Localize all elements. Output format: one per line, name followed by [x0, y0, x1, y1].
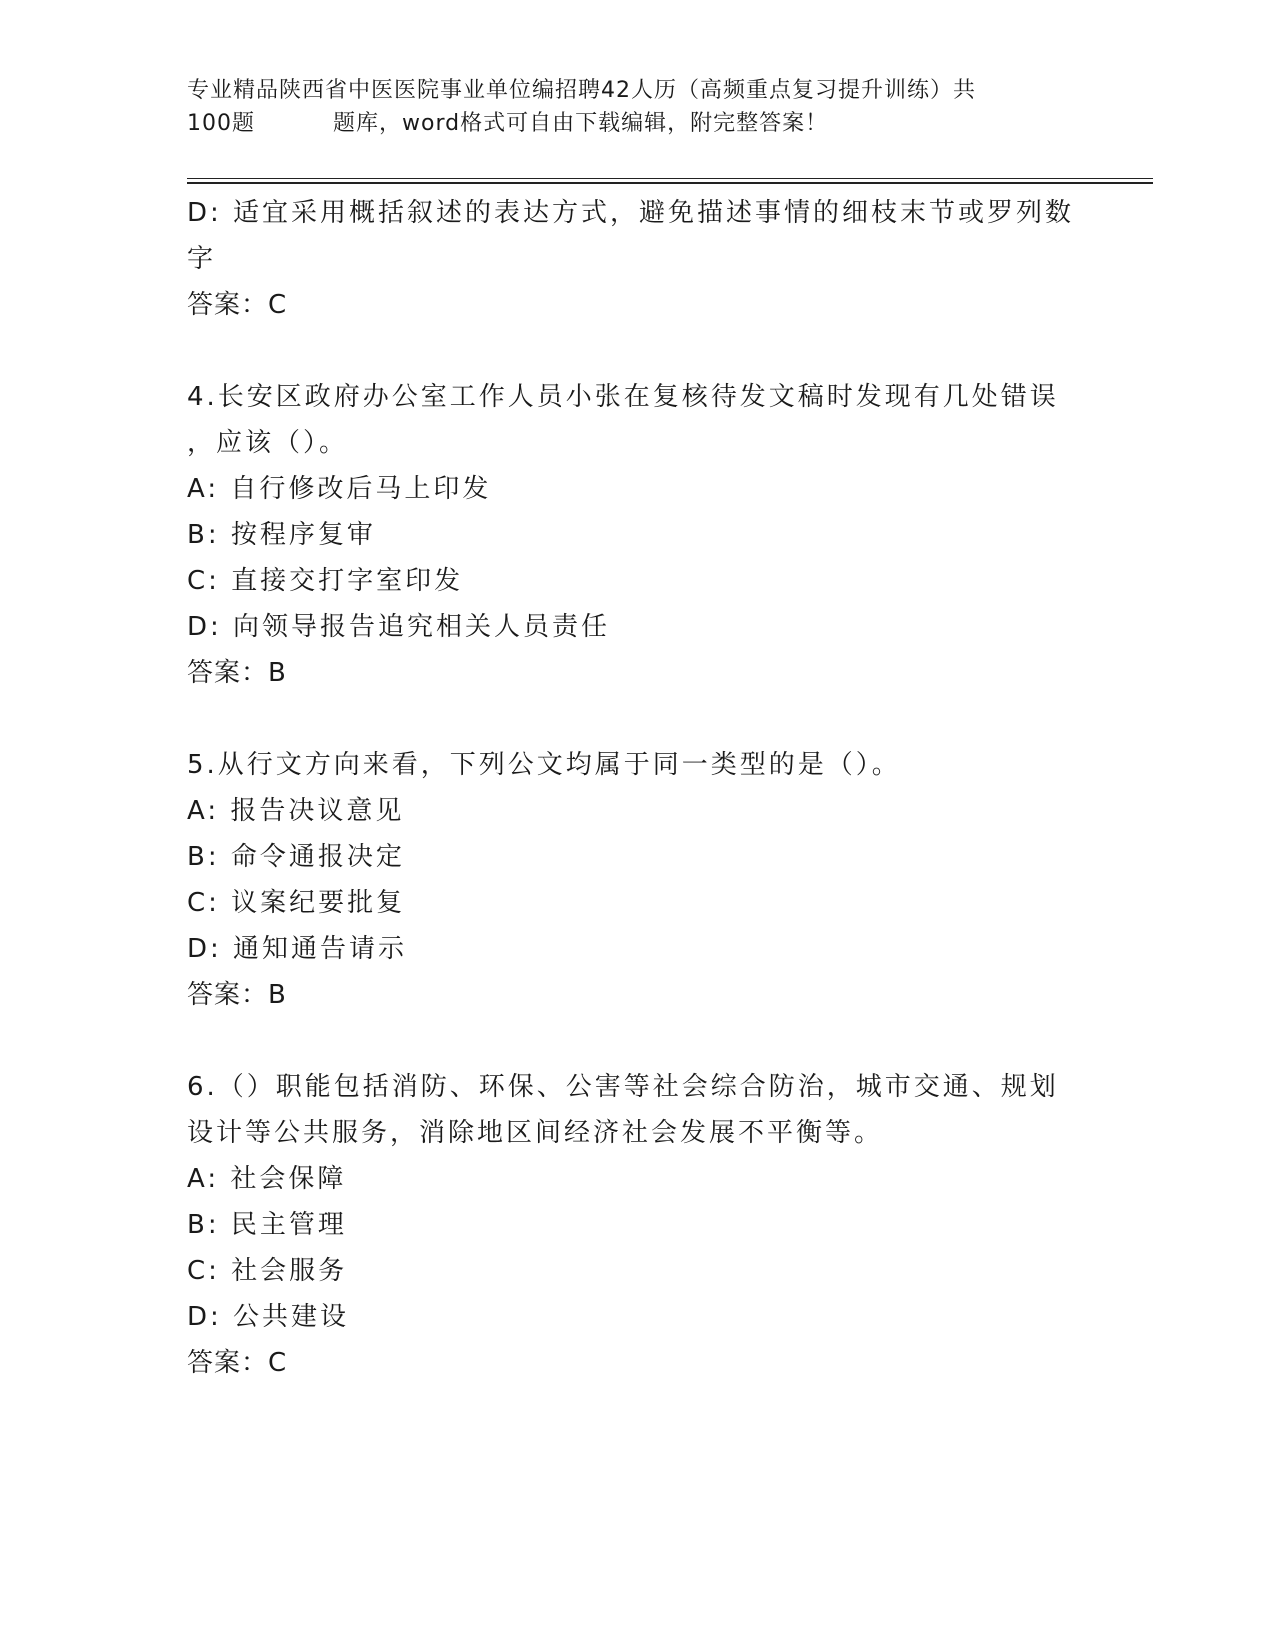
option-d: D: 适宜采用概括叙述的表达方式，避免描述事情的细枝末节或罗列数 [187, 198, 1075, 228]
option-a: A: 自行修改后马上印发 [187, 474, 492, 504]
answer: 答案：C [187, 1348, 288, 1378]
document-body [187, 190, 1087, 1386]
question-stem-continued: ，应该（）。 [187, 428, 349, 458]
header-description: 题库，word格式可自由下载编辑，附完整答案！ [333, 111, 829, 136]
answer: 答案：B [187, 658, 287, 688]
document-header [187, 74, 1087, 140]
question-4 [187, 374, 1087, 696]
header-line-2 [187, 107, 1087, 140]
answer: 答案：B [187, 980, 287, 1010]
partial-question [187, 190, 1087, 328]
question-stem: 4.长安区政府办公室工作人员小张在复核待发文稿时发现有几处错误 [187, 382, 1059, 412]
option-b: B: 民主管理 [187, 1210, 347, 1240]
question-6 [187, 1064, 1087, 1386]
option-a: A: 报告决议意见 [187, 796, 405, 826]
header-question-count: 100题 [187, 111, 255, 136]
option-a: A: 社会保障 [187, 1164, 347, 1194]
option-c: C: 社会服务 [187, 1256, 348, 1286]
option-d: D: 公共建设 [187, 1302, 350, 1332]
header-divider-thick [187, 182, 1153, 184]
answer: 答案：C [187, 290, 288, 320]
question-stem-continued: 设计等公共服务，消除地区间经济社会发展不平衡等。 [187, 1118, 884, 1148]
option-c: C: 直接交打字室印发 [187, 566, 464, 596]
header-line-1: 专业精品陕西省中医医院事业单位编招聘42人历（高频重点复习提升训练）共 [187, 78, 976, 103]
option-d: D: 向领导报告追究相关人员责任 [187, 612, 611, 642]
option-d: D: 通知通告请示 [187, 934, 408, 964]
question-stem: 5.从行文方向来看，下列公文均属于同一类型的是（）。 [187, 750, 901, 780]
option-c: C: 议案纪要批复 [187, 888, 406, 918]
header-divider-thin [187, 178, 1153, 179]
option-b: B: 命令通报决定 [187, 842, 405, 872]
question-5 [187, 742, 1087, 1018]
question-stem: 6.（）职能包括消防、环保、公害等社会综合防治，城市交通、规划 [187, 1072, 1059, 1102]
option-b: B: 按程序复审 [187, 520, 376, 550]
option-d-continued: 字 [187, 244, 217, 274]
